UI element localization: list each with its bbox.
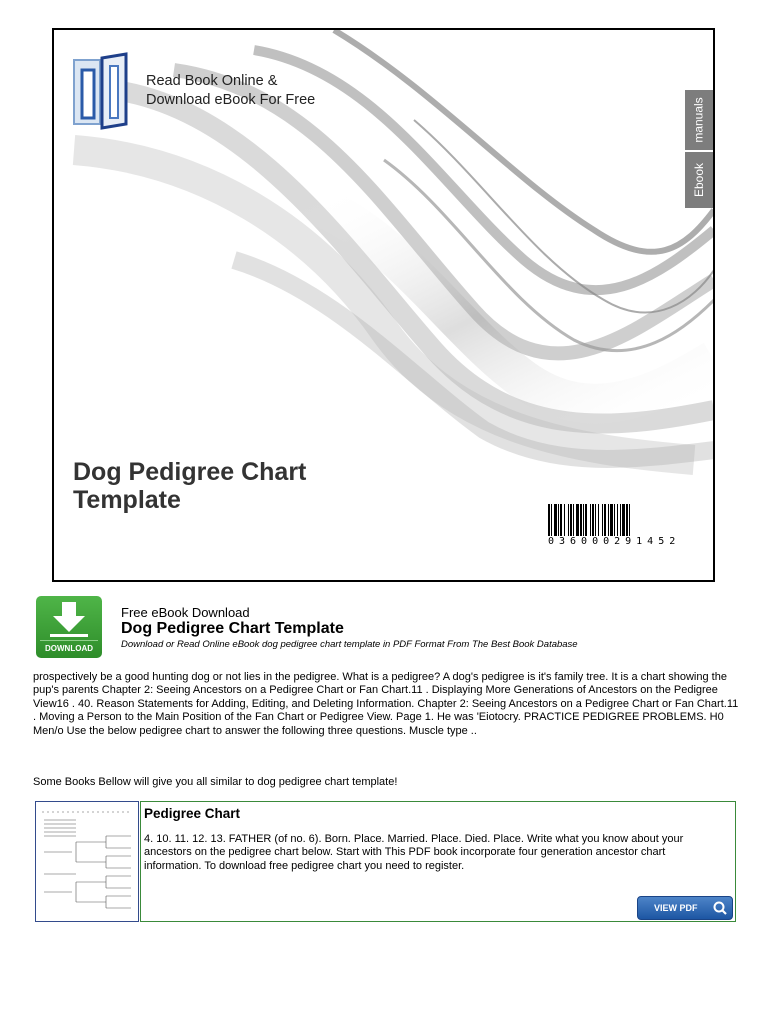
book-cover [52,28,715,582]
pedigree-chart-thumbnail-icon [36,802,138,921]
barcode-bar [614,504,615,538]
barcode-bar [604,504,606,538]
barcode-bar [576,504,579,538]
page-title: Dog Pedigree Chart Template [121,620,344,637]
book-thumbnail[interactable] [35,801,139,922]
cover-title-line-2: Template [73,486,181,514]
barcode-bar [620,504,621,538]
page-subtitle: Download or Read Online eBook dog pedigree chart template in PDF Format From The Best Book Database [121,639,578,650]
download-button-label: DOWNLOAD [45,644,93,653]
card-title[interactable]: Pedigree Chart [144,806,241,821]
barcode-bar [617,504,618,538]
logo-line-1: Read Book Online & [146,73,278,89]
book-logo-icon [72,52,142,132]
cover-title-line-1: Dog Pedigree Chart [73,458,307,486]
cover-logo-text [146,72,315,110]
barcode-bar [564,504,565,538]
manuals-tab: manuals [685,90,713,150]
barcode-bar [558,504,559,538]
logo-line-2: Download eBook For Free [146,92,316,108]
barcode-bar [608,504,609,538]
barcode-bar [568,504,569,538]
barcode-bar [595,504,596,538]
barcode-bar [598,504,599,538]
download-separator [40,640,98,641]
barcode-bar [551,504,552,538]
barcode-bar [548,504,550,538]
view-pdf-button[interactable] [637,896,733,920]
card-description: 4. 10. 11. 12. 13. FATHER (of no. 6). Born. Place. Married. Place. Died. Place. Write what you know about your ancestors on the pedigree chart below. Start with This PDF book incorporate four generation ancestor chart information. To download free pedigree chart you need to register. [144,833,684,872]
view-pdf-label: VIEW PDF [654,903,698,913]
cover-title [73,458,373,514]
barcode-bar [580,504,582,538]
barcode-bar [583,504,584,538]
similar-books-line: Some Books Bellow will give you all similar to dog pedigree chart template! [33,776,398,788]
barcode-bar [590,504,591,538]
search-icon [712,900,728,916]
barcode-number: 036000291452 [546,536,710,547]
barcode-bar [629,504,630,538]
barcode-bar [602,504,603,538]
barcode-bar [622,504,625,538]
barcode-bar [554,504,557,538]
barcode-bar [573,504,574,538]
ebook-tab: Ebook [685,152,713,208]
barcode-bar [585,504,587,538]
barcode-bar [570,504,572,538]
barcode-bar [626,504,628,538]
barcode-bar [610,504,613,538]
barcode-bar [560,504,562,538]
barcode-bar [592,504,594,538]
free-ebook-label: Free eBook Download [121,605,250,620]
book-card [140,801,736,922]
description-paragraph: prospectively be a good hunting dog or not lies in the pedigree. What is a pedigree? A dog's pedigree is it's family tree. It is a chart showing the pup's parents Chapter 2: Seeing Ancestors on a Pedigree Chart or Fan Chart.11 . Displaying More Generations of Ancestors on the Pedigree View16 . 40. Reason Statements for Adding, Editing, and Deleting Information. Chapter 2: Seeing Ancestors on a Pedigree Chart or Fan Chart.11 . Moving a Person to the Main Position of the Fan Chart or Pedigree View. Page 1. He was 'Eiotocry. PRACTICE PEDIGREE PROBLEMS. H0 Men/o Use the below pedigree chart to answer the following three questions. Muscle type .. [33,671,739,737]
download-button[interactable] [36,596,102,658]
download-arrow-icon [36,596,102,640]
